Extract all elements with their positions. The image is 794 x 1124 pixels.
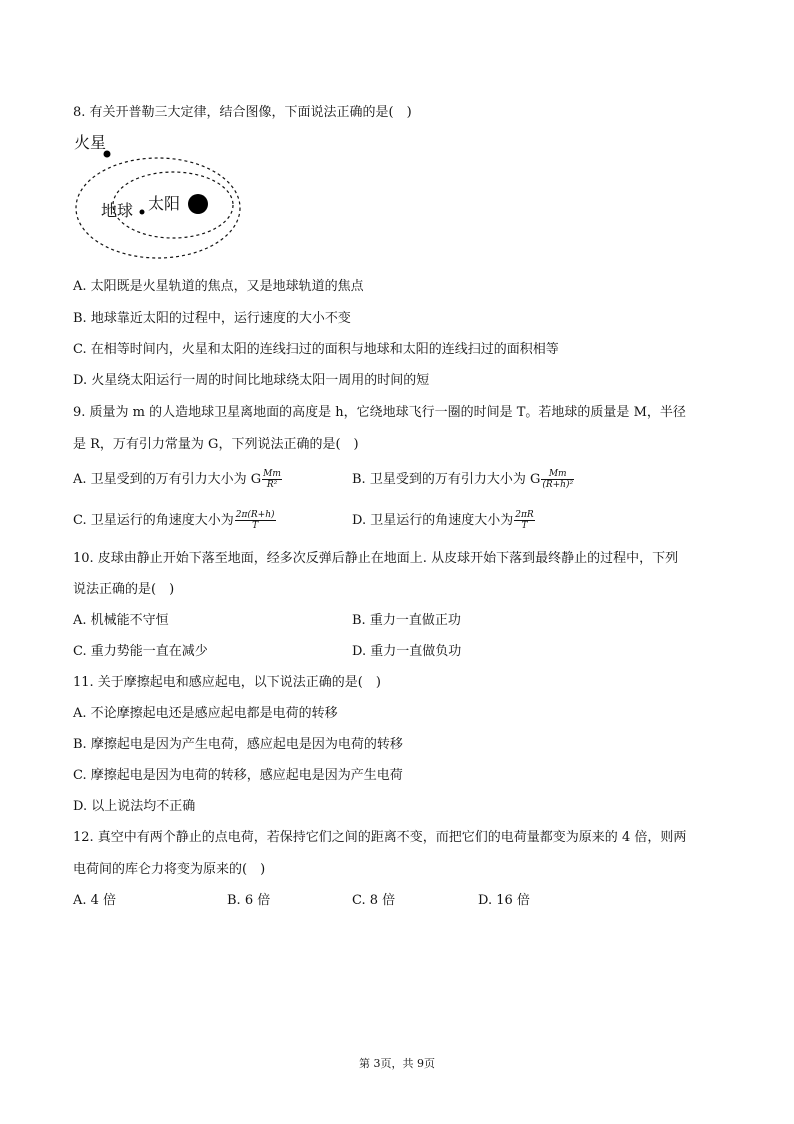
mars-label: 火星: [74, 133, 107, 152]
q9-option-b-text: B. 卫星受到的万有引力大小为 G: [352, 472, 541, 487]
q8-option-c: C. 在相等时间内，火星和太阳的连线扫过的面积与地球和太阳的连线扫过的面积相等: [73, 342, 559, 357]
q9-option-a-text: A. 卫星受到的万有引力大小为 G: [73, 472, 262, 487]
q9-option-d-text: D. 卫星运行的角速度大小为: [352, 513, 514, 528]
q9-option-a-fraction: $\frac{Mm}{\text{R²}}$: [263, 469, 281, 490]
q9-option-c-text: C. 卫星运行的角速度大小为: [73, 513, 234, 528]
q11-option-c: C. 摩擦起电是因为电荷的转移，感应起电是因为产生电荷: [73, 768, 403, 783]
q9-option-d-fraction: $\frac{2\pi R}{T}$: [515, 510, 534, 531]
q12-option-d: D. 16 倍: [478, 893, 530, 908]
earth-dot: [140, 210, 145, 215]
q10-option-d: D. 重力一直做负功: [352, 644, 462, 659]
q11-option-a: A. 不论摩擦起电还是感应起电都是电荷的转移: [73, 706, 338, 721]
q9-option-d: [352, 510, 536, 531]
page-footer: 第 3页，共 9页: [359, 1057, 435, 1070]
q8-option-b: B. 地球靠近太阳的过程中，运行速度的大小不变: [73, 311, 351, 326]
q9-option-b-fraction: $\frac{Mm}{\text{(R+h)²}}$: [542, 469, 574, 490]
q9-option-b: [352, 469, 575, 490]
q9-option-c: [73, 510, 277, 531]
q12-option-b: B. 6 倍: [227, 893, 271, 908]
q10-stem-line1: 10. 皮球由静止开始下落至地面，经多次反弹后静止在地面上. 从皮球开始下落到最终静止的过程中，下列: [73, 551, 679, 566]
q10-option-a: A. 机械能不守恒: [73, 613, 169, 628]
q12-stem-line1: 12. 真空中有两个静止的点电荷，若保持它们之间的距离不变，而把它们的电荷量都变为原来的 4 倍，则两: [73, 830, 687, 845]
earth-label: 地球: [101, 201, 134, 220]
q9-option-a: [73, 469, 283, 490]
q8-option-d: D. 火星绕太阳运行一周的时间比地球绕太阳一周用的时间的短: [73, 373, 430, 388]
q12-option-c: C. 8 倍: [352, 893, 396, 908]
q11-option-b: B. 摩擦起电是因为产生电荷，感应起电是因为电荷的转移: [73, 737, 403, 752]
q10-option-b: B. 重力一直做正功: [352, 613, 461, 628]
q12-option-a: A. 4 倍: [73, 893, 117, 908]
sun-label: 太阳: [148, 194, 181, 213]
q10-stem-line2: 说法正确的是( ): [73, 582, 175, 597]
q12-stem-line2: 电荷间的库仑力将变为原来的( ): [73, 862, 266, 877]
q9-option-c-fraction: $\frac{2\pi(R+h)}{T}$: [235, 510, 275, 531]
q9-stem-line1: 9. 质量为 m 的人造地球卫星离地面的高度是 h，它绕地球飞行一圈的时间是 T。若地球的质量是 M，半径: [73, 405, 686, 420]
q8-stem: 8. 有关开普勒三大定律，结合图像，下面说法正确的是( ): [73, 105, 412, 120]
q8-option-a: A. 太阳既是火星轨道的焦点，又是地球轨道的焦点: [73, 279, 364, 294]
q9-stem-line2: 是 R，万有引力常量为 G，下列说法正确的是( ): [73, 437, 359, 452]
q11-stem: 11. 关于摩擦起电和感应起电，以下说法正确的是( ): [73, 675, 381, 690]
sun-dot: [188, 194, 208, 214]
kepler-orbit-diagram: [70, 130, 250, 260]
q11-option-d: D. 以上说法均不正确: [73, 799, 196, 814]
q10-option-c: C. 重力势能一直在减少: [73, 644, 208, 659]
